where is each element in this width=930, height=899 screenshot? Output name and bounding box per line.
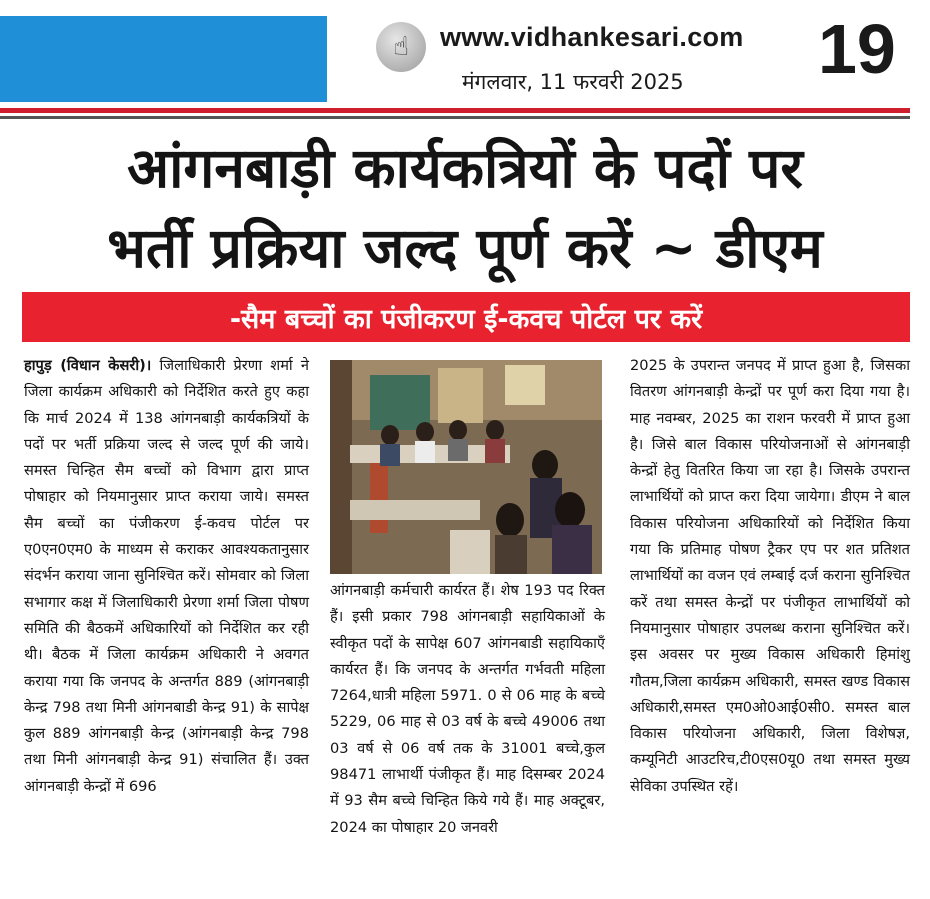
column-1-body: जिलाधिकारी प्रेरणा शर्मा ने जिला कार्यक्रम अधिकारी को निर्देशित करते हुए कहा कि मार्च 2024 में 138 आंगनबाड़ी कार्यकत्रियों के पदों पर भर्ती प्रक्रिया जल्द से जल्द पूर्ण की जाये। समस्त चिन्हित सैम बच्चों को विभाग द्वारा प्राप्त पोषाहार को नियमानुसार प्राप्त कराया जाये। समस्त सैम बच्चों का पंजीकरण ई-कवच पोर्टल पर ए0एन0एम0 के माध्यम से कराकर आवश्यकतानुसार संदर्भन कराया जाना सुनिश्चित करें। सोमवार को जिला सभागार कक्ष में जिलाधिकारी प्रेरणा शर्मा जिला पोषण समिति की बैठकमें अधिकारियों को निर्देशित कर रही थी। बैठक में जिला कार्यक्रम अधिकारी ने अवगत कराया गया कि जनपद के अन्तर्गत 889 (आंगनबाड़ी केन्द्र 798 तथा मिनी आंगनबाडी केन्द्र 91) के सापेक्ष कुल 889 आंगनबाड़ी केन्द्र (आंगनबाड़ी केन्द्र 798 तथा मिनी आंगनबाड़ी केन्द्र 91) संचालित हैं। उक्त आंगनबाड़ी केन्द्रों में 696 bbox=[24, 357, 310, 795]
masthead-blue-block bbox=[0, 16, 327, 102]
issue-date: मंगलवार, 11 फरवरी 2025 bbox=[462, 70, 684, 94]
subheadline-bar bbox=[22, 292, 910, 342]
dateline: हापुड़ (विधान केसरी)। bbox=[24, 357, 152, 374]
headline-line-1: आंगनबाड़ी कार्यकत्रियों के पदों पर bbox=[127, 136, 803, 200]
meeting-photo bbox=[330, 360, 602, 574]
headline-line-2: भर्ती प्रक्रिया जल्द पूर्ण करें ~ डीएम bbox=[107, 216, 823, 280]
article-column-2: आंगनबाड़ी कर्मचारी कार्यरत हैं। शेष 193 पद रिक्त हैं। इसी प्रकार 798 आंगनबाड़ी सहायिकाओं के स्वीकृत पदों के सापेक्ष 607 आंगनबाडी सहायिकाएँ कार्यरत हैं। कि जनपद के अन्तर्गत गर्भवती महिला 7264,धात्री महिला 5971. 0 से 06 माह के बच्चे 5229, 06 माह से 03 वर्ष के बच्चे 49006 तथा 03 वर्ष से 06 वर्ष तक के 31001 बच्चे,कुल 98471 लाभार्थी पंजीकृत हैं। माह दिसम्बर 2024 में 93 सैम बच्चे चिन्हित किये गये हैं। माह अक्टूबर, 2024 का पोषाहार 20 जनवरी bbox=[330, 582, 605, 836]
pointing-hand-icon: ☝ bbox=[376, 22, 426, 72]
header-rule-red bbox=[0, 108, 910, 113]
subheadline: -सैम बच्चों का पंजीकरण ई-कवच पोर्टल पर करें bbox=[229, 303, 703, 335]
headline bbox=[20, 128, 910, 288]
site-url[interactable]: www.vidhankesari.com bbox=[440, 22, 744, 52]
header-rule-gray bbox=[0, 116, 910, 119]
page-number: 19 bbox=[818, 10, 896, 88]
article-column-3: 2025 के उपरान्त जनपद में प्राप्त हुआ है, जिसका वितरण आंगनबाड़ी केन्द्रों पर पूर्ण करा दिया गया है। माह नवम्बर, 2025 का राशन फरवरी में प्राप्त हुआ है। जिसे बाल विकास परियोजनाओं से आंगनबाड़ी केन्द्रों हेतु वितरित किया जा रहा है। जिसके उपरान्त लाभार्थियों को प्राप्त करा दिया जायेगा। डीएम ने बाल विकास परियोजना अधिकारियों को निर्देशित किया गया कि प्रतिमाह पोषण ट्रैकर एप पर शत प्रतिशत लाभार्थियों का वजन एवं लम्बाई दर्ज कराना सुनिश्चित करें तथा समस्त केन्द्रों पर पंजीकृत लाभार्थियों को नियमानुसार पोषाहार उपलब्ध कराना सुनिश्चित करें। इस अवसर पर मुख्य विकास अधिकारी हिमांशु गौतम,जिला कार्यक्रम अधिकारी, समस्त खण्ड विकास अधिकारी,समस्त एम0ओ0आई0सी0. समस्त बाल विकास परियोजना अधिकारी, जिला विशेषज्ञ, कम्यूनिटी आउटरिच,टी0एस0यू0 तथा समस्त मुख्य सेविका उपस्थित रहें। bbox=[630, 357, 910, 795]
article-column-1 bbox=[24, 353, 309, 800]
